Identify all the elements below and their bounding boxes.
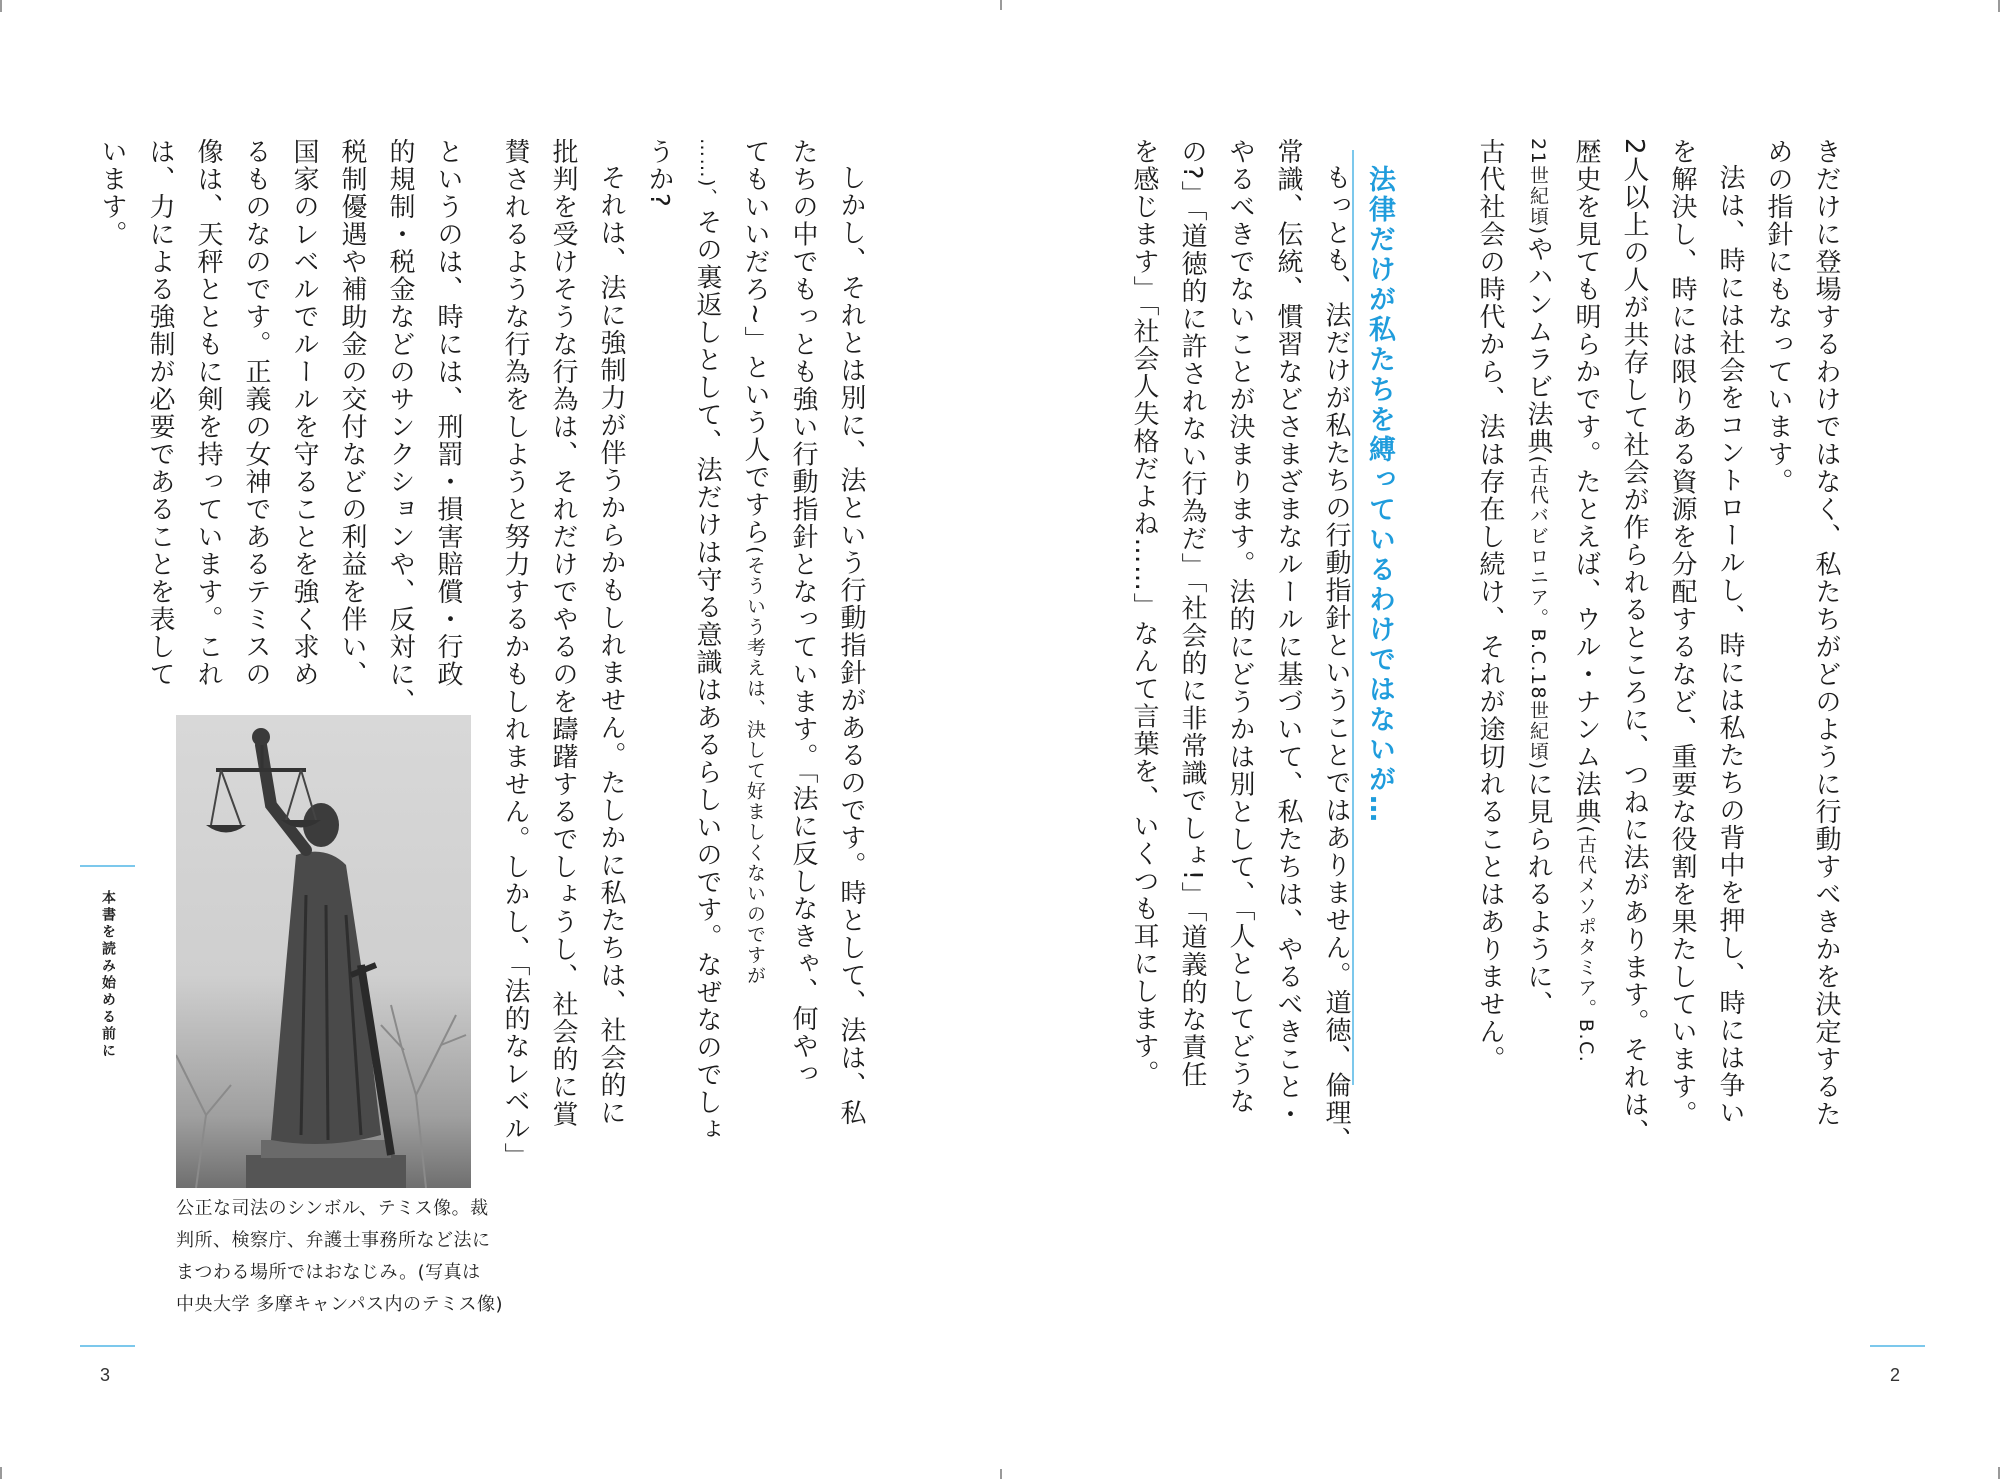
themis-statue-photo (176, 715, 471, 1188)
paragraph-line: います。 (97, 138, 127, 248)
paragraph-line: 税制優遇や補助金の交付などの利益を伴い、 (337, 138, 367, 688)
paragraph-line: めの指針にもなっています。 (1763, 138, 1793, 496)
paragraph-line: を感じます」「社会人失格だよね……」なんて言葉を、いくつも耳にします。 (1129, 138, 1159, 1088)
paragraph-line: 国家のレベルでルールを守ることを強く求め (289, 138, 319, 688)
paragraph-line: は、力による強制が必要であることを表して (145, 138, 175, 688)
paragraph-line: きだけに登場するわけではなく、私たちがどのように行動すべきかを決定するた (1811, 138, 1841, 1128)
caption-line: 判所、検察庁、弁護士事務所など法に (176, 1230, 491, 1251)
paragraph-line: の?」「道徳的に許されない行為だ」「社会的に非常識でしょ!」「道義的な責任 (1177, 138, 1207, 1089)
page-number: 2 (1890, 1365, 1901, 1385)
paragraph-line: やるべきでないことが決まります。法的にどうかは別として、「人としてどうな (1225, 138, 1255, 1115)
paragraph-line: 2人以上の人が共存して社会が作られるところに、つねに法があります。それは、 (1619, 138, 1649, 1147)
paragraph-line: 賛されるような行為をしようと努力するかもしれません。しかし、「法的なレベル」 (500, 138, 530, 1170)
side-title: 本書を読み始める前に (100, 890, 116, 1060)
caption-line: 中央大学 多摩キャンパス内のテミス像) (176, 1294, 503, 1315)
caption-line: 公正な司法のシンボル、テミス像。裁 (176, 1198, 489, 1219)
paragraph-line: を解決し、時には限りある資源を分配するなど、重要な役割を果たしています。 (1667, 138, 1697, 1128)
caption-line: まつわる場所ではおなじみ。(写真は (176, 1262, 481, 1283)
paragraph-line: 21世紀頃)やハンムラビ法典(古代バビロニア。B.C.18世紀頃)に見られるように、 (1523, 138, 1553, 1018)
left-body-bottom (88, 138, 472, 716)
themis-statue-illustration (176, 715, 471, 1188)
paragraph-line: 法は、時には社会をコントロールし、時には私たちの背中を押し、時には争い (1715, 164, 1745, 1127)
right-body-top (1466, 138, 1850, 1147)
paragraph-line: もっとも、法だけが私たちの行動指針ということではありません。道徳、倫理、 (1321, 164, 1351, 1154)
page-number-rule (1870, 1345, 1925, 1347)
paragraph-line: うか? (644, 138, 674, 209)
paragraph-line: 常識、伝統、慣習などさまざまなルールに基づいて、私たちは、やるべきこと・ (1273, 138, 1303, 1128)
paragraph-line: 歴史を見ても明らかです。たとえば、ウル・ナンム法典(古代メソポタミア。B.C. (1571, 138, 1601, 1064)
left-body-top (491, 138, 875, 1170)
paragraph-line: 的規制・税金などのサンクションや、反対に、 (385, 138, 415, 716)
paragraph-line: 古代社会の時代から、法は存在し続け、それが途切れることはありません。 (1475, 138, 1505, 1073)
page-number: 3 (100, 1365, 111, 1385)
paragraph-line: 批判を受けそうな行為は、それだけでやるのを躊躇するでしょうし、社会的に賞 (548, 138, 578, 1128)
right-body-bottom (1120, 138, 1360, 1154)
paragraph-line: というのは、時には、刑罰・損害賠償・行政 (433, 138, 463, 688)
side-title-rule (80, 865, 135, 867)
page-number-rule (80, 1345, 135, 1347)
section-heading: 法律だけが私たちを縛っているわけではないが… (1364, 165, 1395, 825)
paragraph-line: ……)、その裏返しとして、法だけは守る意識はあるらしいのです。なぜなのでしょ (692, 138, 722, 1144)
paragraph-line: しかし、それとは別に、法という行動指針があるのです。時として、法は、私 (836, 164, 866, 1127)
paragraph-line: るものなのです。正義の女神であるテミスの (241, 138, 271, 688)
paragraph-line: 像は、天秤とともに剣を持っています。これ (193, 138, 223, 688)
photo-caption (176, 1193, 503, 1321)
paragraph-line: てもいいだろ~」という人ですら(そういう考えは、決して好ましくないのですが (740, 138, 770, 986)
paragraph-line: それは、法に強制力が伴うからかもしれません。たしかに私たちは、社会的に (596, 164, 626, 1127)
right-page (1000, 0, 2000, 1479)
paragraph-line: たちの中でもっとも強い行動指針となっています。「法に反しなきゃ、何やっ (788, 138, 818, 1088)
